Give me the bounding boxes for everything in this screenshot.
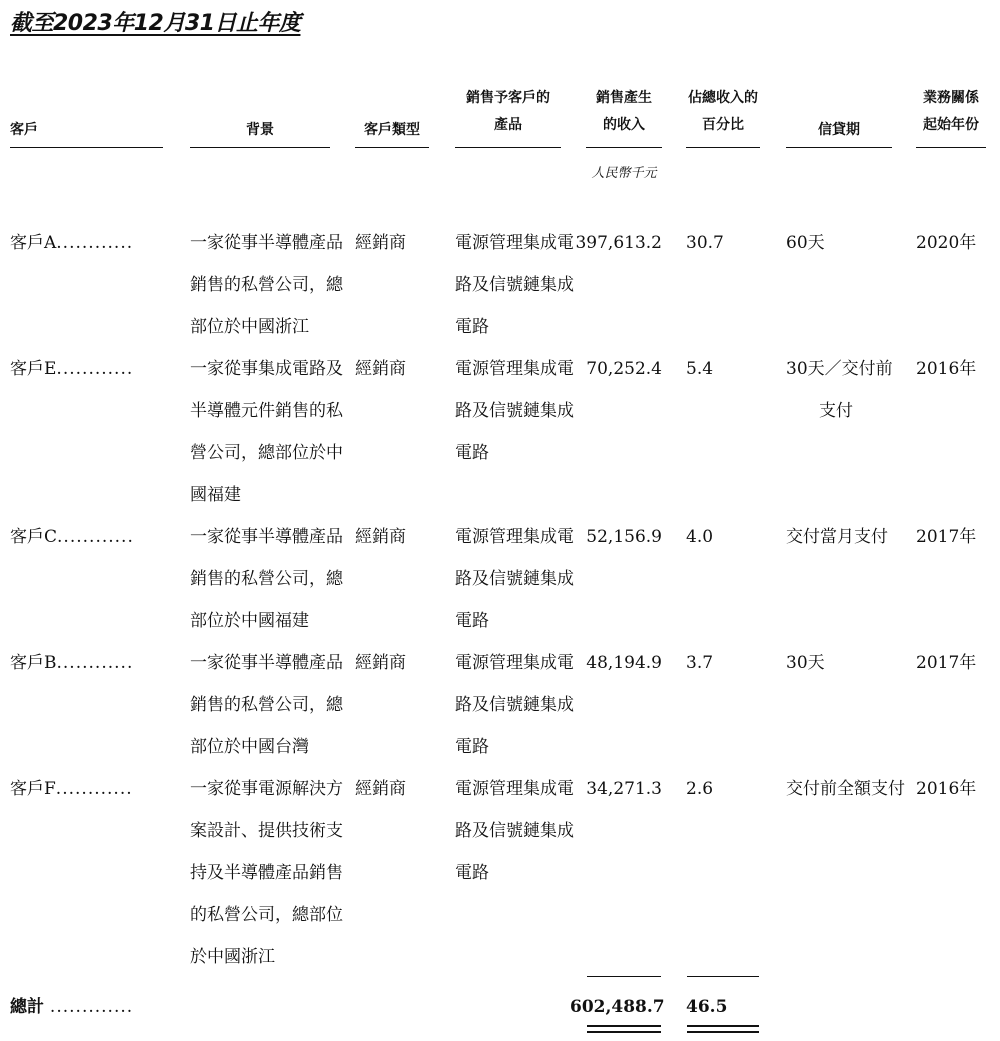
header-rule-percentage — [686, 147, 760, 148]
header-rule-background — [190, 147, 330, 148]
customer-credit: 交付前全額支付 — [786, 779, 905, 799]
total-double-rule-pct-top — [687, 1025, 759, 1027]
customer-name: 客戶E............ — [10, 359, 134, 379]
total-double-rule-revenue-top — [587, 1025, 661, 1027]
leader-dots: ............ — [56, 359, 134, 379]
customer-name: 客戶A............ — [10, 233, 134, 253]
customer-since: 2017年 — [916, 653, 977, 673]
customer-revenue: 52,156.9 — [586, 527, 662, 547]
customer-percentage: 4.0 — [686, 527, 714, 547]
header-credit-period: 信貸期 — [818, 122, 860, 138]
leader-dots: ............ — [55, 779, 133, 799]
customer-since: 2016年 — [916, 359, 977, 379]
header-rule-since — [916, 147, 986, 148]
customer-products: 電源管理集成電 路及信號鏈集成 電路 — [455, 359, 574, 463]
customer-type: 經銷商 — [355, 527, 406, 547]
customer-type: 經銷商 — [355, 779, 406, 799]
customer-revenue: 70,252.4 — [586, 359, 662, 379]
total-double-rule-pct-bottom — [687, 1031, 759, 1033]
header-rule-customer — [10, 147, 163, 148]
header-rule-credit — [786, 147, 892, 148]
customer-percentage: 5.4 — [686, 359, 714, 379]
header-products: 銷售予客戶的 產品 — [466, 90, 550, 133]
customer-revenue: 48,194.9 — [586, 653, 662, 673]
total-percentage: 46.5 — [686, 997, 728, 1017]
leader-dots: ............ — [56, 233, 134, 253]
total-revenue: 602,488.7 — [570, 997, 665, 1017]
header-percentage: 佔總收入的 百分比 — [688, 90, 758, 133]
customer-since: 2017年 — [916, 527, 977, 547]
customer-products: 電源管理集成電 路及信號鏈集成 電路 — [455, 527, 574, 631]
total-label: 總計 ............. — [10, 997, 134, 1017]
customer-credit: 30天／交付前 支付 — [786, 359, 893, 421]
subtotal-rule-percentage — [687, 976, 759, 977]
header-rule-products — [455, 147, 561, 148]
header-relationship-since: 業務關係 起始年份 — [923, 90, 979, 133]
header-rule-revenue — [586, 147, 662, 148]
customer-percentage: 30.7 — [686, 233, 724, 253]
customer-revenue: 34,271.3 — [586, 779, 662, 799]
customer-name: 客戶B............ — [10, 653, 134, 673]
header-customer: 客戶 — [10, 122, 38, 138]
customer-credit: 60天 — [786, 233, 825, 253]
unit-label: 人民幣千元 — [591, 166, 657, 181]
customer-credit: 30天 — [786, 653, 825, 673]
customer-type: 經銷商 — [355, 653, 406, 673]
customer-background: 一家從事電源解決方 案設計、提供技術支 持及半導體產品銷售 的私營公司，總部位 於中國浙江 — [190, 779, 343, 967]
page-title: 截至2023年12月31日止年度 — [10, 11, 301, 36]
customer-name: 客戶C............ — [10, 527, 134, 547]
customer-background: 一家從事半導體產品 銷售的私營公司，總 部位於中國台灣 — [190, 653, 343, 757]
leader-dots: ............. — [49, 997, 134, 1017]
total-double-rule-revenue-bottom — [587, 1031, 661, 1033]
header-customer-type: 客戶類型 — [364, 122, 420, 138]
customer-products: 電源管理集成電 路及信號鏈集成 電路 — [455, 233, 574, 337]
leader-dots: ............ — [56, 653, 134, 673]
customer-since: 2020年 — [916, 233, 977, 253]
customer-type: 經銷商 — [355, 359, 406, 379]
subtotal-rule-revenue — [587, 976, 661, 977]
customer-revenue: 397,613.2 — [575, 233, 662, 253]
customer-credit: 交付當月支付 — [786, 527, 888, 547]
customer-background: 一家從事半導體產品 銷售的私營公司，總 部位於中國福建 — [190, 527, 343, 631]
header-background: 背景 — [246, 122, 274, 138]
leader-dots: ............ — [57, 527, 134, 547]
customer-name: 客戶F............ — [10, 779, 133, 799]
header-rule-type — [355, 147, 429, 148]
customer-type: 經銷商 — [355, 233, 406, 253]
customer-products: 電源管理集成電 路及信號鏈集成 電路 — [455, 653, 574, 757]
customer-percentage: 2.6 — [686, 779, 714, 799]
customer-since: 2016年 — [916, 779, 977, 799]
customer-products: 電源管理集成電 路及信號鏈集成 電路 — [455, 779, 574, 883]
customer-percentage: 3.7 — [686, 653, 714, 673]
header-revenue: 銷售產生 的收入 — [596, 90, 652, 133]
customer-background: 一家從事半導體產品 銷售的私營公司，總 部位於中國浙江 — [190, 233, 343, 337]
customer-background: 一家從事集成電路及 半導體元件銷售的私 營公司，總部位於中 國福建 — [190, 359, 343, 505]
